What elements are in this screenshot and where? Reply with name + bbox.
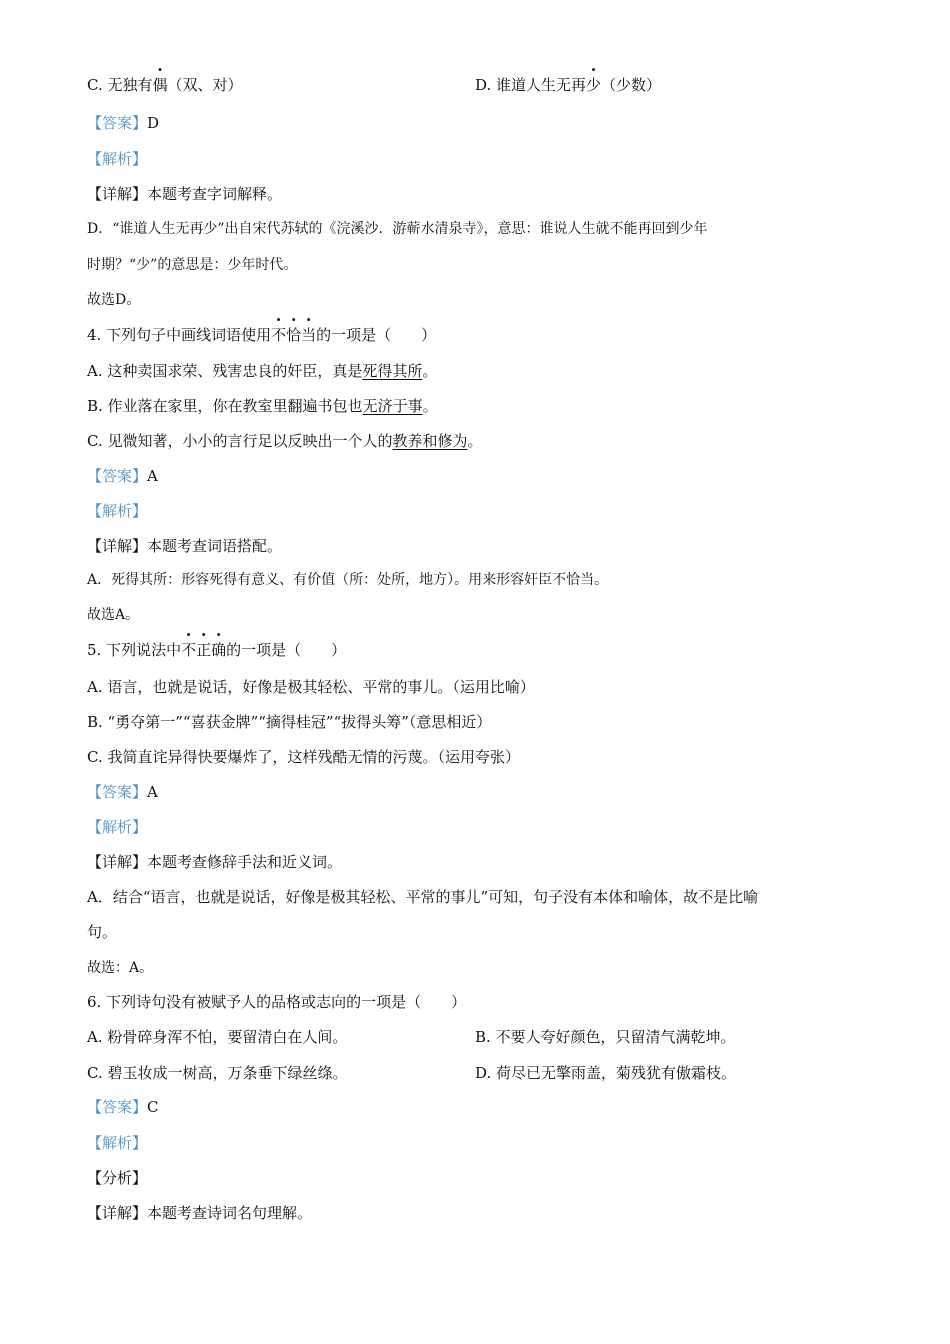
q5-explain-line2: 句。 bbox=[87, 923, 118, 941]
q3-answer: 【答案】D bbox=[87, 114, 160, 132]
emphasis-dot-char: 确 bbox=[211, 641, 227, 659]
q3-explain-line2: 时期？“少”的意思是：少年时代。 bbox=[87, 257, 298, 273]
q4-option-c: C. 见微知著，小小的言行足以反映出一个人的教养和修为。 bbox=[87, 432, 483, 450]
q4-option-a: A. 这种卖国求荣、残害忠良的奸臣，真是死得其所。 bbox=[87, 362, 438, 380]
q4-conclusion: 故选A。 bbox=[87, 607, 140, 623]
q3-explain-line1: D．“谁道人生无再少”出自宋代苏轼的《浣溪沙．游蕲水清泉寺》，意思：谁说人生就不能再回到少年 bbox=[87, 221, 708, 237]
underlined-term: 教养和修为 bbox=[392, 432, 468, 450]
q5-detail: 【详解】本题考查修辞手法和近义词。 bbox=[87, 853, 343, 871]
q5-option-b: B. “勇夺第一”“喜获金牌”“摘得桂冠”“拔得头筹”（意思相近） bbox=[87, 713, 492, 731]
q4-stem: 4. 下列句子中画线词语使用不恰当的一项是（ ） bbox=[87, 326, 437, 344]
q5-option-a: A. 语言，也就是说话，好像是极其轻松、平常的事儿。（运用比喻） bbox=[87, 678, 535, 696]
q6-stem: 6. 下列诗句没有被赋予人的品格或志向的一项是（ ） bbox=[87, 993, 467, 1011]
q5-stem: 5. 下列说法中不正确的一项是（ ） bbox=[87, 641, 347, 659]
emphasis-dot-char: 偶 bbox=[152, 76, 168, 94]
q4-detail: 【详解】本题考查词语搭配。 bbox=[87, 537, 283, 555]
q3-analysis-tag: 【解析】 bbox=[87, 150, 148, 168]
q6-answer: 【答案】C bbox=[87, 1098, 159, 1116]
answer-tag: 【答案】 bbox=[87, 467, 148, 485]
q6-option-a: A. 粉骨碎身浑不怕，要留清白在人间。 bbox=[87, 1028, 348, 1046]
q4-analysis-tag: 【解析】 bbox=[87, 502, 148, 520]
underlined-term: 无济于事 bbox=[362, 397, 423, 415]
answer-tag: 【答案】 bbox=[87, 783, 148, 801]
q6-option-c: C. 碧玉妆成一树高，万条垂下绿丝绦。 bbox=[87, 1064, 348, 1082]
q3-option-c: C. 无独有偶（双、对） bbox=[87, 76, 243, 94]
q5-analysis-tag: 【解析】 bbox=[87, 818, 148, 836]
q3-option-d: D. 谁道人生无再少（少数） bbox=[475, 76, 662, 94]
q5-explain-line1: A．结合“语言，也就是说话，好像是极其轻松、平常的事儿”可知，句子没有本体和喻体，故不是比喻 bbox=[87, 888, 759, 906]
q4-explain: A．死得其所：形容死得有意义、有价值（所：处所，地方）。用来形容奸臣不恰当。 bbox=[87, 572, 609, 588]
emphasis-dot-char: 当 bbox=[301, 326, 317, 344]
q3-detail: 【详解】本题考查字词解释。 bbox=[87, 185, 283, 203]
q4-answer: 【答案】A bbox=[87, 467, 158, 485]
emphasis-dot-char: 正 bbox=[196, 641, 212, 659]
emphasis-dot-char: 不 bbox=[271, 326, 287, 344]
answer-tag: 【答案】 bbox=[87, 1098, 148, 1116]
emphasis-dot-char: 恰 bbox=[286, 326, 302, 344]
q4-option-b: B. 作业落在家里，你在教室里翻遍书包也无济于事。 bbox=[87, 397, 438, 415]
q6-option-b: B. 不要人夸好颜色，只留清气满乾坤。 bbox=[475, 1028, 736, 1046]
emphasis-dot-char: 少 bbox=[586, 76, 602, 94]
emphasis-dot-char: 不 bbox=[181, 641, 197, 659]
q6-option-d: D. 荷尽已无擎雨盖，菊残犹有傲霜枝。 bbox=[475, 1064, 737, 1082]
q5-answer: 【答案】A bbox=[87, 783, 158, 801]
q3-conclusion: 故选D。 bbox=[87, 292, 141, 308]
answer-tag: 【答案】 bbox=[87, 114, 148, 132]
q5-option-c: C. 我简直诧异得快要爆炸了，这样残酷无情的污蔑。（运用夸张） bbox=[87, 748, 520, 766]
q5-conclusion: 故选：A。 bbox=[87, 960, 154, 976]
underlined-term: 死得其所 bbox=[362, 362, 423, 380]
q6-analysis-tag: 【解析】 bbox=[87, 1134, 148, 1152]
q6-detail: 【详解】本题考查诗词名句理解。 bbox=[87, 1204, 313, 1222]
q6-fenxi-tag: 【分析】 bbox=[87, 1169, 148, 1187]
